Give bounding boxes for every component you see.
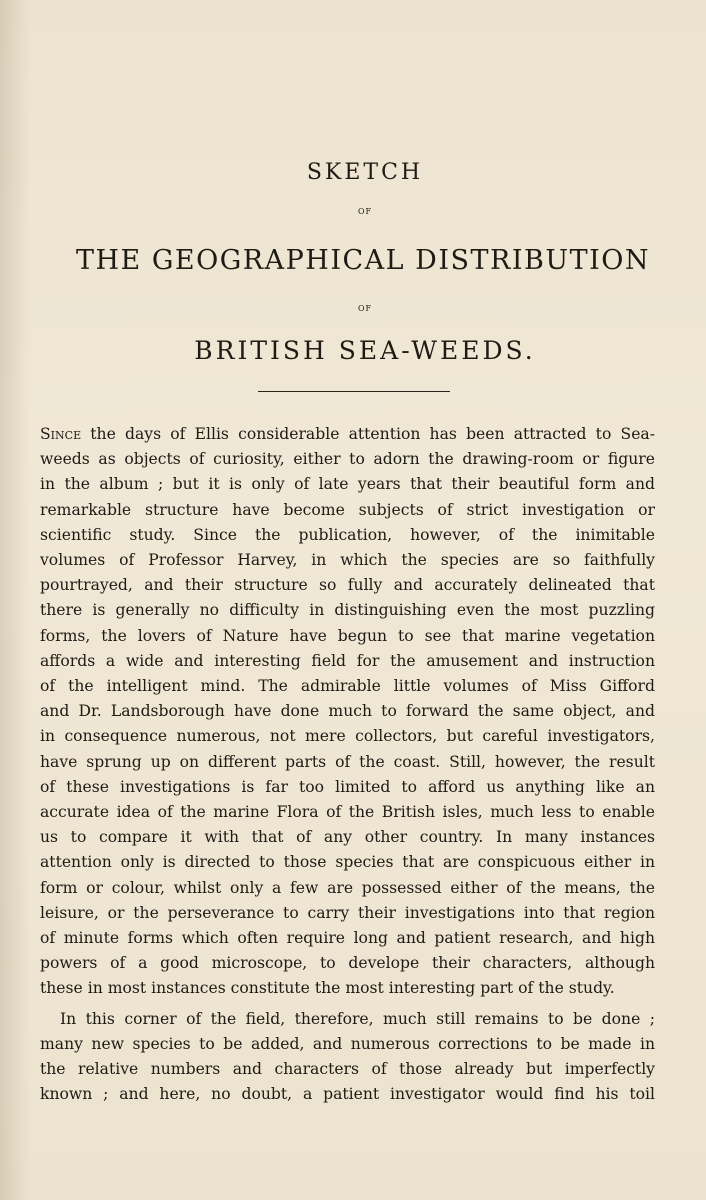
text-line: and Dr. Landsborough have done much to forward the same object, and xyxy=(40,702,655,721)
text-line: pourtrayed, and their structure so fully and accurately delineated that xyxy=(40,576,655,595)
text-line: of these investigations is far too limited to afford us anything like an xyxy=(40,777,655,796)
text-line: have sprung up on different parts of the coast. Still, however, the result xyxy=(40,752,655,771)
text-line: in the album ; but it is only of late years that their beautiful form and xyxy=(40,475,655,494)
text-line: these in most instances constitute the most interesting part of the study. xyxy=(40,979,615,998)
text-line: weeds as objects of curiosity, either to adorn the drawing-room or figure xyxy=(40,450,655,469)
text-line: forms, the lovers of Nature have begun to see that marine vegetation xyxy=(40,626,655,645)
text-line: volumes of Professor Harvey, in which the species are so faithfully xyxy=(40,551,655,570)
text-line: form or colour, whilst only a few are possessed either of the means, the xyxy=(40,878,655,897)
text-line: there is generally no difficulty in distinguishing even the most puzzling xyxy=(40,601,655,620)
text-line: attention only is directed to those species that are conspicuous either in xyxy=(40,853,655,872)
text-line: the days of Ellis considerable attention has been attracted to Sea- xyxy=(81,425,655,443)
text-line: of minute forms which often require long and patient research, and high xyxy=(40,929,655,948)
text-line: scientific study. Since the publication, however, of the inimitable xyxy=(40,525,655,544)
text-line: many new species to be added, and numerous corrections to be made in xyxy=(40,1034,655,1053)
text-line: remarkable structure have become subjects of strict investigation or xyxy=(40,500,655,519)
body-text xyxy=(40,422,655,1107)
text-line: powers of a good microscope, to develope their characters, although xyxy=(40,954,655,973)
show-through-text xyxy=(40,0,680,150)
text-line: In this corner of the field, therefore, much still remains to be done ; xyxy=(60,1009,655,1028)
text-line: accurate idea of the marine Flora of the British isles, much less to enable xyxy=(40,803,655,822)
dropcap-word: Since xyxy=(40,425,82,443)
title-rule-divider xyxy=(258,391,450,392)
text-line: affords a wide and interesting field for the amusement and instruction xyxy=(40,651,655,670)
title-geographical-distribution: THE GEOGRAPHICAL DISTRIBUTION xyxy=(75,245,651,276)
title-of-1: OF xyxy=(357,207,373,216)
title-of-2: OF xyxy=(357,304,373,313)
paragraph-2 xyxy=(40,1007,655,1108)
text-line: in consequence numerous, not mere collectors, but careful investigators, xyxy=(40,727,655,746)
title-sketch: SKETCH xyxy=(306,160,424,185)
text-line: of the intelligent mind. The admirable little volumes of Miss Gifford xyxy=(40,677,655,696)
paragraph-1 xyxy=(40,422,655,1002)
text-line: leisure, or the perseverance to carry their investigations into that region xyxy=(40,903,655,922)
text-line: the relative numbers and characters of those already but imperfectly xyxy=(40,1060,655,1079)
paragraph-1-line-0 xyxy=(40,422,655,447)
text-line: known ; and here, no doubt, a patient investigator would find his toil xyxy=(40,1085,655,1104)
title-british-sea-weeds: BRITISH SEA-WEEDS. xyxy=(194,336,536,365)
text-line: us to compare it with that of any other country. In many instances xyxy=(40,828,655,847)
